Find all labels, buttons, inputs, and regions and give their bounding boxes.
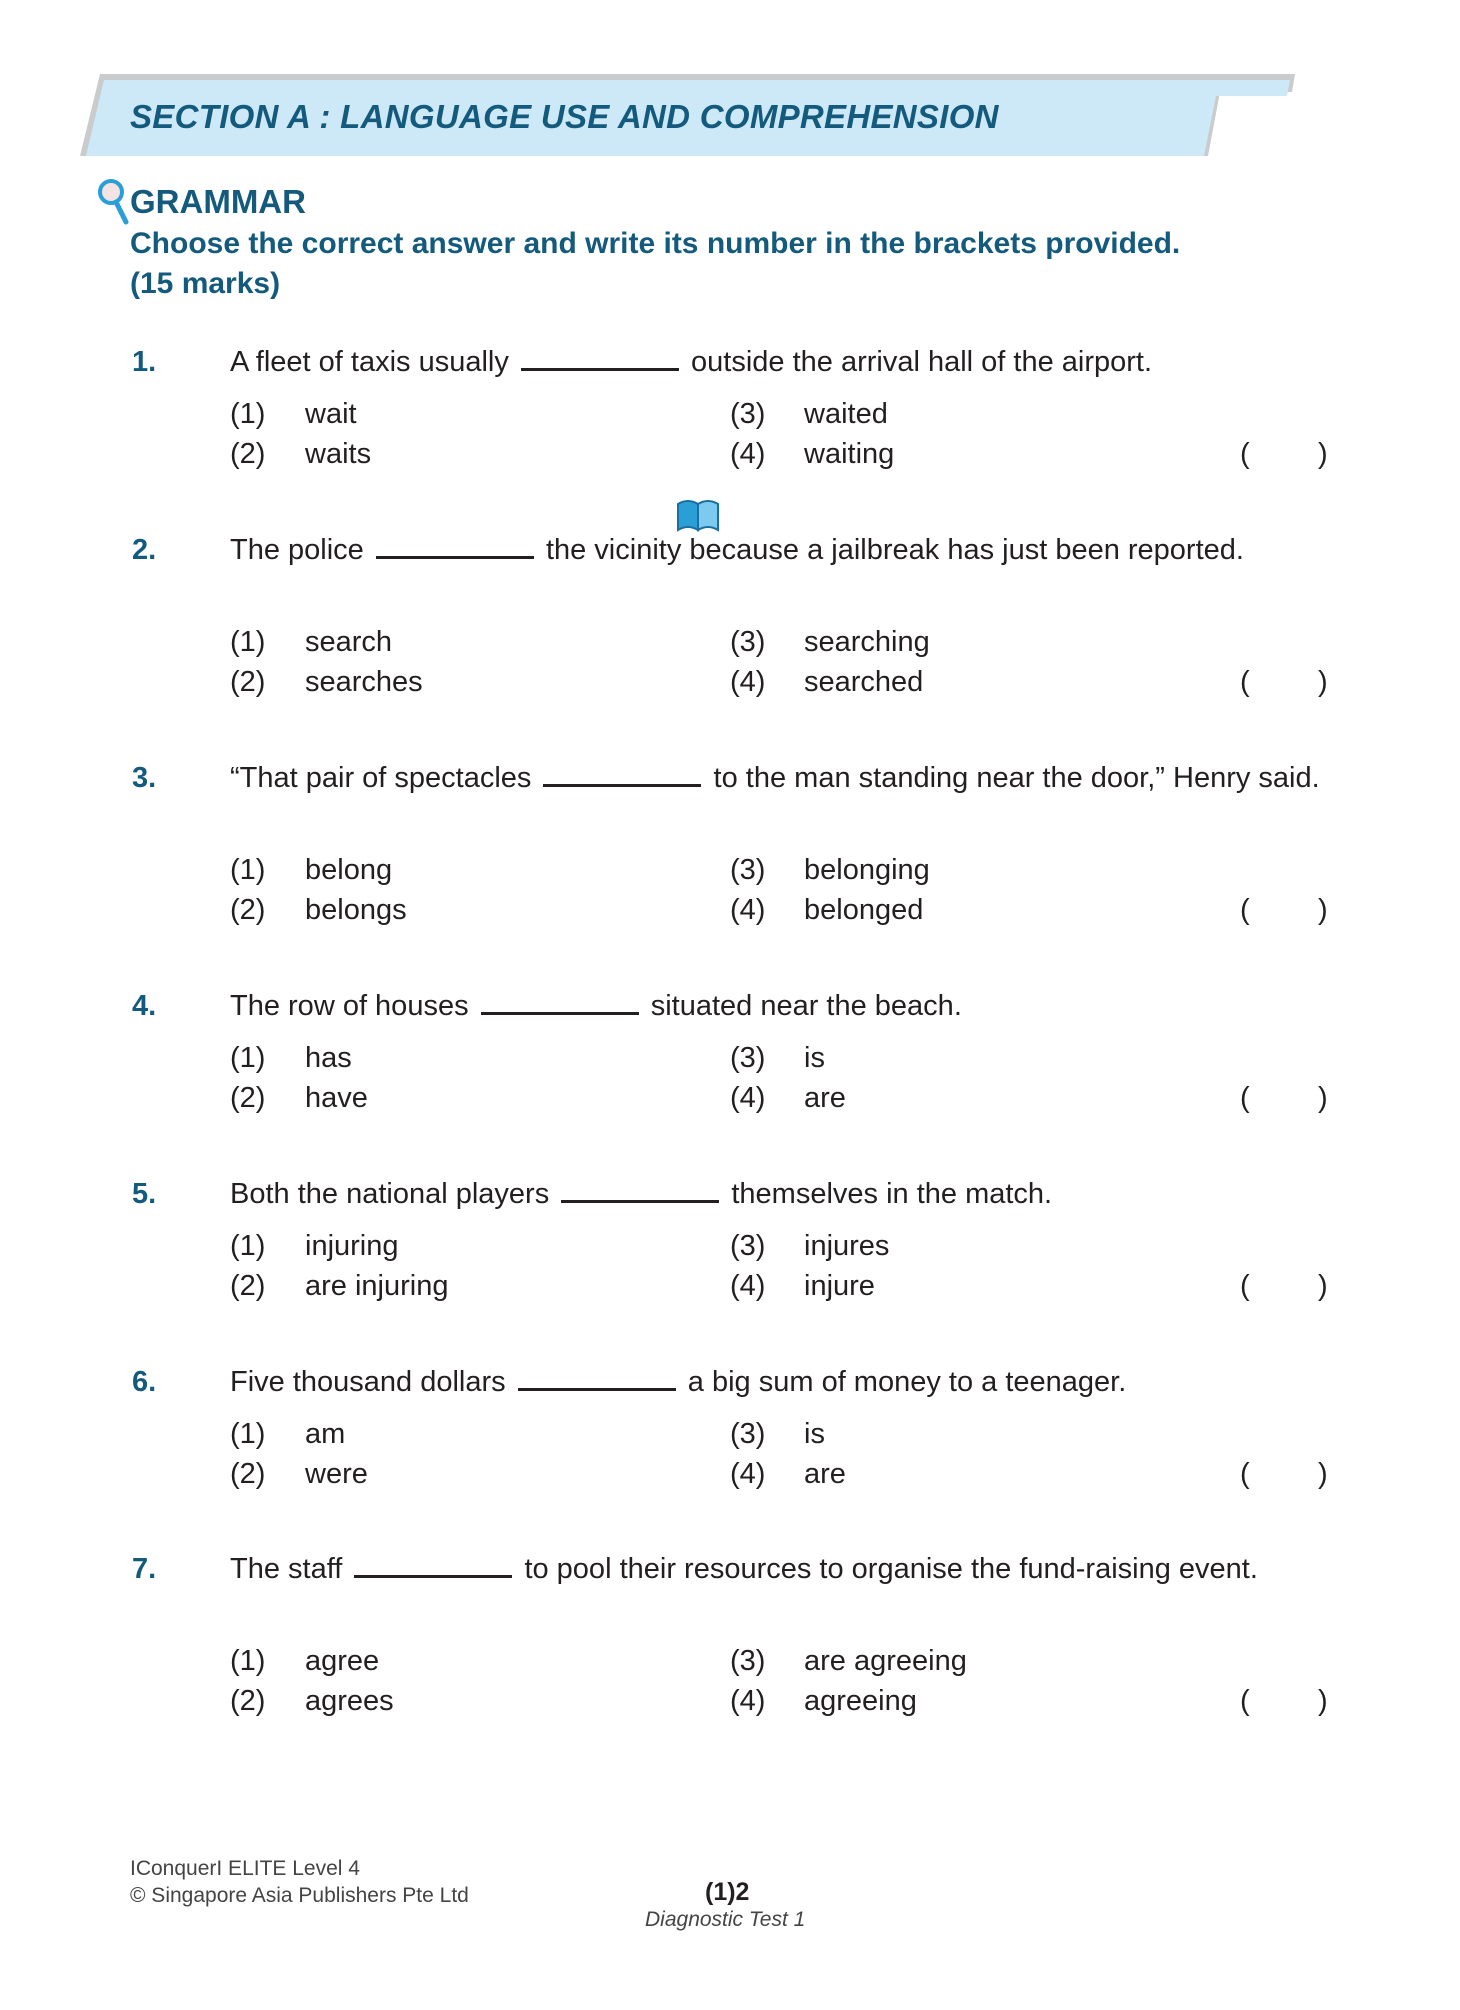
option-number: (2) <box>230 1270 266 1302</box>
option-3[interactable]: injures <box>804 1230 890 1262</box>
question-text-before: The staff <box>230 1553 343 1585</box>
answer-bracket-close[interactable]: ) <box>1318 1082 1328 1114</box>
answer-blank <box>354 1551 512 1578</box>
option-number: (3) <box>730 1418 766 1450</box>
option-4[interactable]: agreeing <box>804 1685 917 1717</box>
option-number: (1) <box>230 1418 266 1450</box>
question-text <box>230 1174 1328 1214</box>
option-4[interactable]: are <box>804 1082 846 1114</box>
question-text-after: outside the arrival hall of the airport. <box>691 346 1153 378</box>
question-number: 2. <box>132 534 157 566</box>
question-text-before: The row of houses <box>230 990 469 1022</box>
question-number: 4. <box>132 990 157 1022</box>
test-name: Diagnostic Test 1 <box>645 1908 806 1931</box>
option-number: (4) <box>730 666 766 698</box>
option-4[interactable]: are <box>804 1458 846 1490</box>
answer-blank <box>376 532 534 559</box>
marks-text: (15 marks) <box>130 267 281 300</box>
option-number: (2) <box>230 894 266 926</box>
answer-bracket-open[interactable]: ( <box>1240 1082 1250 1114</box>
option-4[interactable]: waiting <box>804 438 895 470</box>
question-text <box>230 1549 1328 1589</box>
option-number: (4) <box>730 438 766 470</box>
option-2[interactable]: waits <box>305 438 372 470</box>
option-number: (3) <box>730 1645 766 1677</box>
question-text-before: Five thousand dollars <box>230 1366 506 1398</box>
option-number: (1) <box>230 854 266 886</box>
answer-bracket-open[interactable]: ( <box>1240 1270 1250 1302</box>
question-text-after: a big sum of money to a teenager. <box>687 1366 1127 1398</box>
question-number: 7. <box>132 1553 157 1585</box>
option-number: (4) <box>730 1270 766 1302</box>
answer-bracket-close[interactable]: ) <box>1318 1270 1328 1302</box>
option-number: (3) <box>730 626 766 658</box>
question-number: 6. <box>132 1366 157 1398</box>
answer-bracket-open[interactable]: ( <box>1240 438 1250 470</box>
question-number: 1. <box>132 346 157 378</box>
answer-bracket-open[interactable]: ( <box>1240 666 1250 698</box>
option-number: (1) <box>230 1042 266 1074</box>
option-number: (2) <box>230 666 266 698</box>
option-number: (4) <box>730 1082 766 1114</box>
option-2[interactable]: have <box>305 1082 368 1114</box>
option-4[interactable]: belonged <box>804 894 924 926</box>
answer-bracket-open[interactable]: ( <box>1240 894 1250 926</box>
instruction-text: Choose the correct answer and write its number in the brackets provided. <box>130 227 1181 260</box>
footer-book-title: IConquerI ELITE Level 4 <box>130 1857 360 1880</box>
option-1[interactable]: belong <box>305 854 393 886</box>
option-2[interactable]: are injuring <box>305 1270 449 1302</box>
question-text-after: themselves in the match. <box>731 1178 1053 1210</box>
question-number: 5. <box>132 1178 157 1210</box>
option-number: (2) <box>230 1685 266 1717</box>
answer-bracket-close[interactable]: ) <box>1318 894 1328 926</box>
answer-bracket-close[interactable]: ) <box>1318 666 1328 698</box>
answer-bracket-close[interactable]: ) <box>1318 1685 1328 1717</box>
question-text-after: the vicinity because a jailbreak has just been reported. <box>545 534 1244 566</box>
answer-blank <box>521 344 679 371</box>
instructions <box>130 224 1330 304</box>
option-2[interactable]: were <box>305 1458 368 1490</box>
option-2[interactable]: searches <box>305 666 423 698</box>
question-text-before: A fleet of taxis usually <box>230 346 509 378</box>
option-number: (1) <box>230 398 266 430</box>
option-1[interactable]: search <box>305 626 393 658</box>
option-number: (3) <box>730 1042 766 1074</box>
question-number: 3. <box>132 762 157 794</box>
answer-bracket-close[interactable]: ) <box>1318 438 1328 470</box>
option-number: (2) <box>230 1082 266 1114</box>
option-1[interactable]: agree <box>305 1645 380 1677</box>
option-1[interactable]: has <box>305 1042 352 1074</box>
option-3[interactable]: searching <box>804 626 930 658</box>
section-title: SECTION A : LANGUAGE USE AND COMPREHENSION <box>130 98 999 135</box>
question-text <box>230 1362 1328 1402</box>
answer-blank <box>543 760 701 787</box>
option-1[interactable]: wait <box>305 398 357 430</box>
option-3[interactable]: waited <box>804 398 888 430</box>
option-1[interactable]: injuring <box>305 1230 399 1262</box>
option-3[interactable]: is <box>804 1042 825 1074</box>
option-1[interactable]: am <box>305 1418 346 1450</box>
footer-copyright: © Singapore Asia Publishers Pte Ltd <box>130 1884 469 1907</box>
book-icon <box>676 496 720 532</box>
answer-bracket-open[interactable]: ( <box>1240 1458 1250 1490</box>
question-text <box>230 342 1328 382</box>
answer-blank <box>518 1364 676 1391</box>
answer-bracket-open[interactable]: ( <box>1240 1685 1250 1717</box>
grammar-heading: GRAMMAR <box>130 183 306 220</box>
question-text-before: “That pair of spectacles <box>230 762 532 794</box>
option-3[interactable]: are agreeing <box>804 1645 967 1677</box>
option-number: (1) <box>230 626 266 658</box>
page-number: (1)2 <box>705 1878 750 1906</box>
option-3[interactable]: is <box>804 1418 825 1450</box>
option-number: (2) <box>230 438 266 470</box>
question-text-after: to pool their resources to organise the fund-raising event. <box>524 1553 1258 1585</box>
option-number: (1) <box>230 1230 266 1262</box>
option-4[interactable]: searched <box>804 666 924 698</box>
question-text <box>230 530 1328 570</box>
question-text-after: situated near the beach. <box>650 990 962 1022</box>
option-3[interactable]: belonging <box>804 854 930 886</box>
option-number: (3) <box>730 1230 766 1262</box>
option-number: (1) <box>230 1645 266 1677</box>
option-number: (4) <box>730 1458 766 1490</box>
question-text-before: The police <box>230 534 364 566</box>
option-number: (3) <box>730 398 766 430</box>
answer-blank <box>561 1176 719 1203</box>
question-text <box>230 758 1328 798</box>
question-text-before: Both the national players <box>230 1178 550 1210</box>
option-4[interactable]: injure <box>804 1270 875 1302</box>
option-2[interactable]: agrees <box>305 1685 394 1717</box>
option-2[interactable]: belongs <box>305 894 407 926</box>
option-number: (4) <box>730 1685 766 1717</box>
question-text <box>230 986 1328 1026</box>
answer-bracket-close[interactable]: ) <box>1318 1458 1328 1490</box>
option-number: (4) <box>730 894 766 926</box>
question-text-after: to the man standing near the door,” Henry said. <box>713 762 1320 794</box>
option-number: (2) <box>230 1458 266 1490</box>
magnifier-icon <box>96 178 132 226</box>
answer-blank <box>481 988 639 1015</box>
option-number: (3) <box>730 854 766 886</box>
